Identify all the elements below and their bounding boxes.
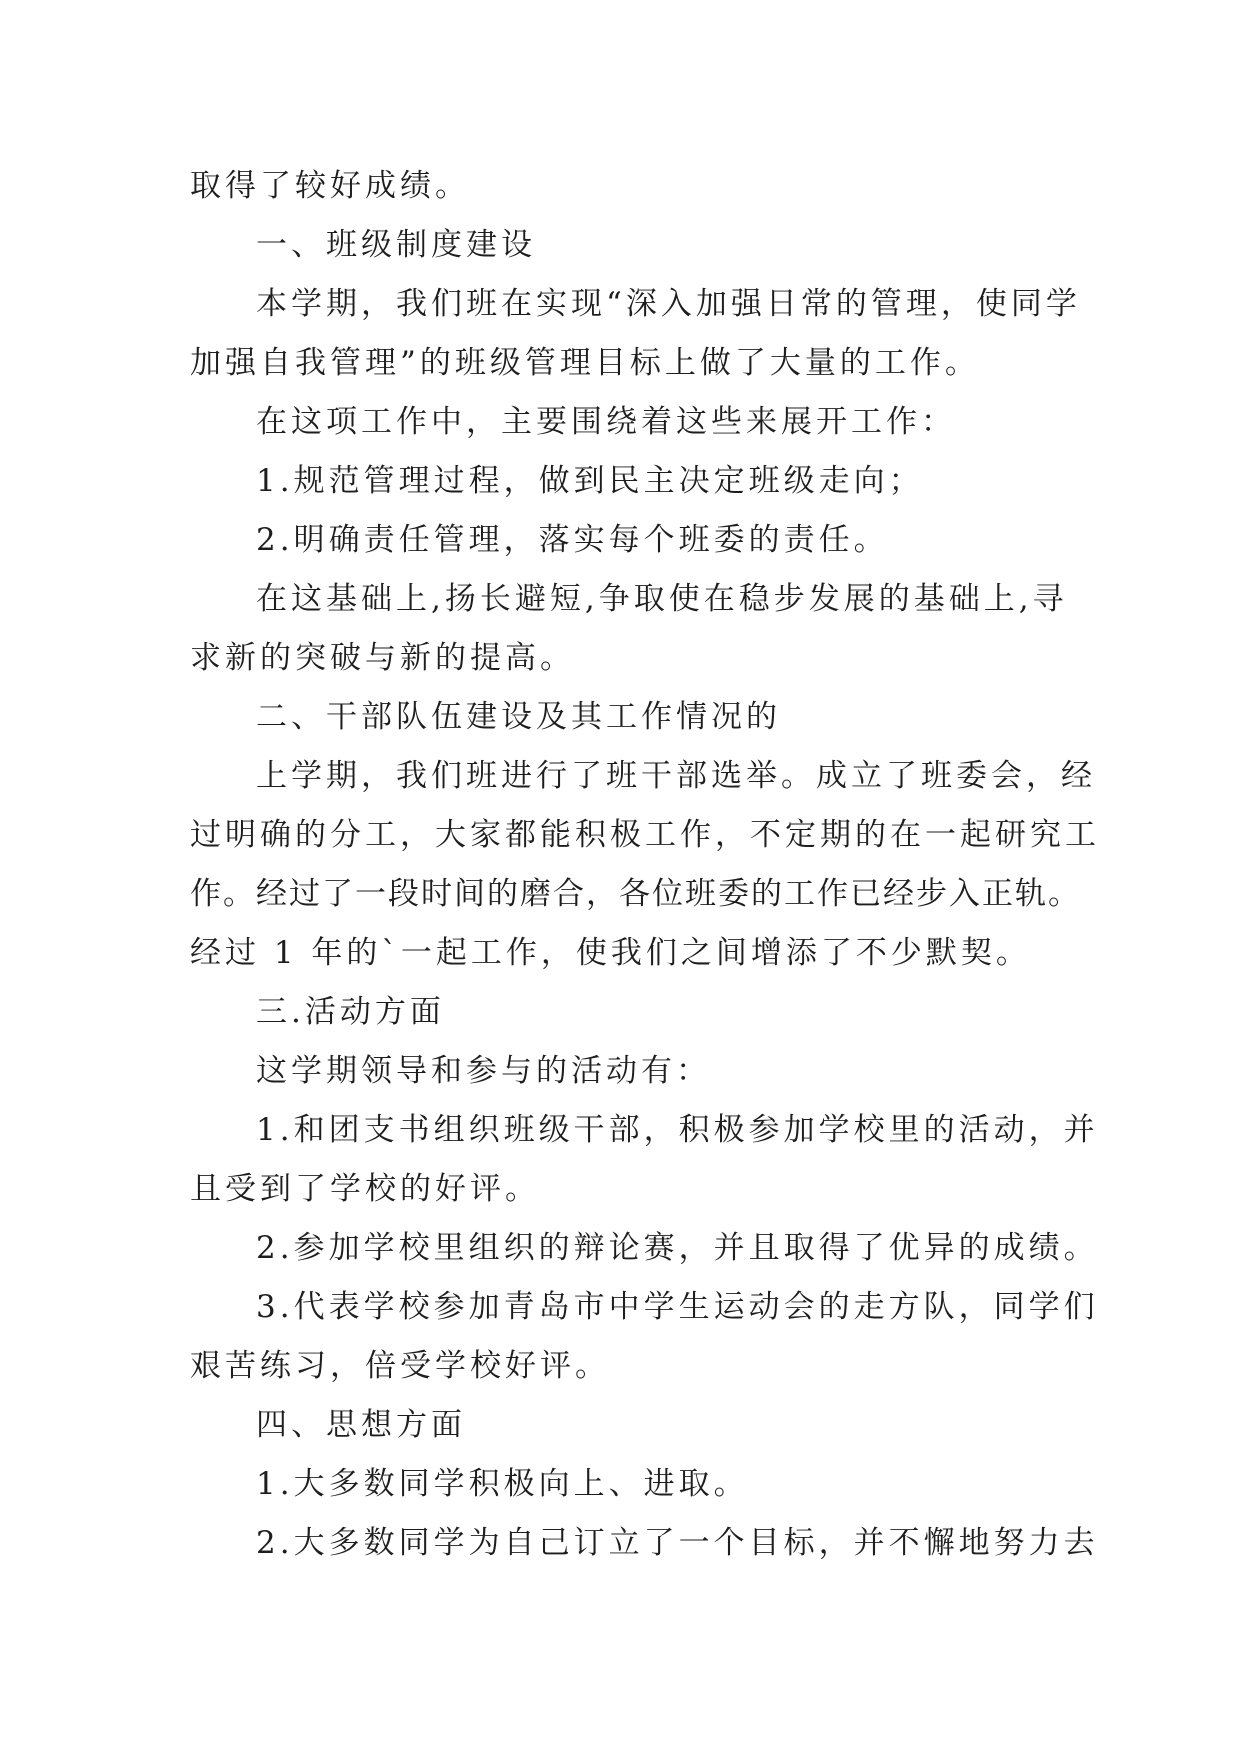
text-line: 过明确的分工，大家都能积极工作，不定期的在一起研究工 bbox=[190, 817, 1100, 853]
text-line: 上学期，我们班进行了班干部选举。成立了班委会，经 bbox=[256, 758, 1096, 794]
text-line: 这学期领导和参与的活动有： bbox=[256, 1053, 711, 1089]
text-line: 在这项工作中，主要围绕着这些来展开工作： bbox=[256, 404, 956, 440]
text-line: 求新的突破与新的提高。 bbox=[190, 640, 575, 676]
text-line: 在这基础上,扬长避短,争取使在稳步发展的基础上,寻 bbox=[256, 581, 1068, 617]
text-line: 经过 1 年的`一起工作，使我们之间增添了不少默契。 bbox=[190, 935, 1031, 971]
list-item: 1.和团支书组织班级干部，积极参加学校里的活动，并 bbox=[256, 1112, 1099, 1148]
section-heading-system: 一、班级制度建设 bbox=[256, 227, 536, 263]
section-heading-thought: 四、思想方面 bbox=[256, 1407, 466, 1443]
list-item: 3.代表学校参加青岛市中学生运动会的走方队，同学们 bbox=[256, 1289, 1099, 1325]
list-item: 2.大多数同学为自己订立了一个目标，并不懈地努力去 bbox=[256, 1525, 1099, 1561]
text-line: 且受到了学校的好评。 bbox=[190, 1171, 540, 1207]
text-line: 作。经过了一段时间的磨合，各位班委的工作已经步入正轨。 bbox=[190, 876, 1081, 912]
document-body bbox=[190, 157, 1100, 1573]
list-item: 1.规范管理过程，做到民主决定班级走向； bbox=[256, 463, 924, 499]
section-heading-activities: 三.活动方面 bbox=[256, 994, 445, 1030]
text-line: 加强自我管理”的班级管理目标上做了大量的工作。 bbox=[190, 345, 980, 381]
section-heading-cadre: 二、干部队伍建设及其工作情况的 bbox=[256, 699, 781, 735]
list-item: 1.大多数同学积极向上、进取。 bbox=[256, 1466, 749, 1502]
text-line: 本学期，我们班在实现“深入加强日常的管理，使同学 bbox=[256, 286, 1081, 322]
text-line: 取得了较好成绩。 bbox=[190, 168, 470, 204]
list-item: 2.明确责任管理，落实每个班委的责任。 bbox=[256, 522, 889, 558]
text-line: 艰苦练习，倍受学校好评。 bbox=[190, 1348, 610, 1384]
list-item: 2.参加学校里组织的辩论赛，并且取得了优异的成绩。 bbox=[256, 1230, 1099, 1266]
